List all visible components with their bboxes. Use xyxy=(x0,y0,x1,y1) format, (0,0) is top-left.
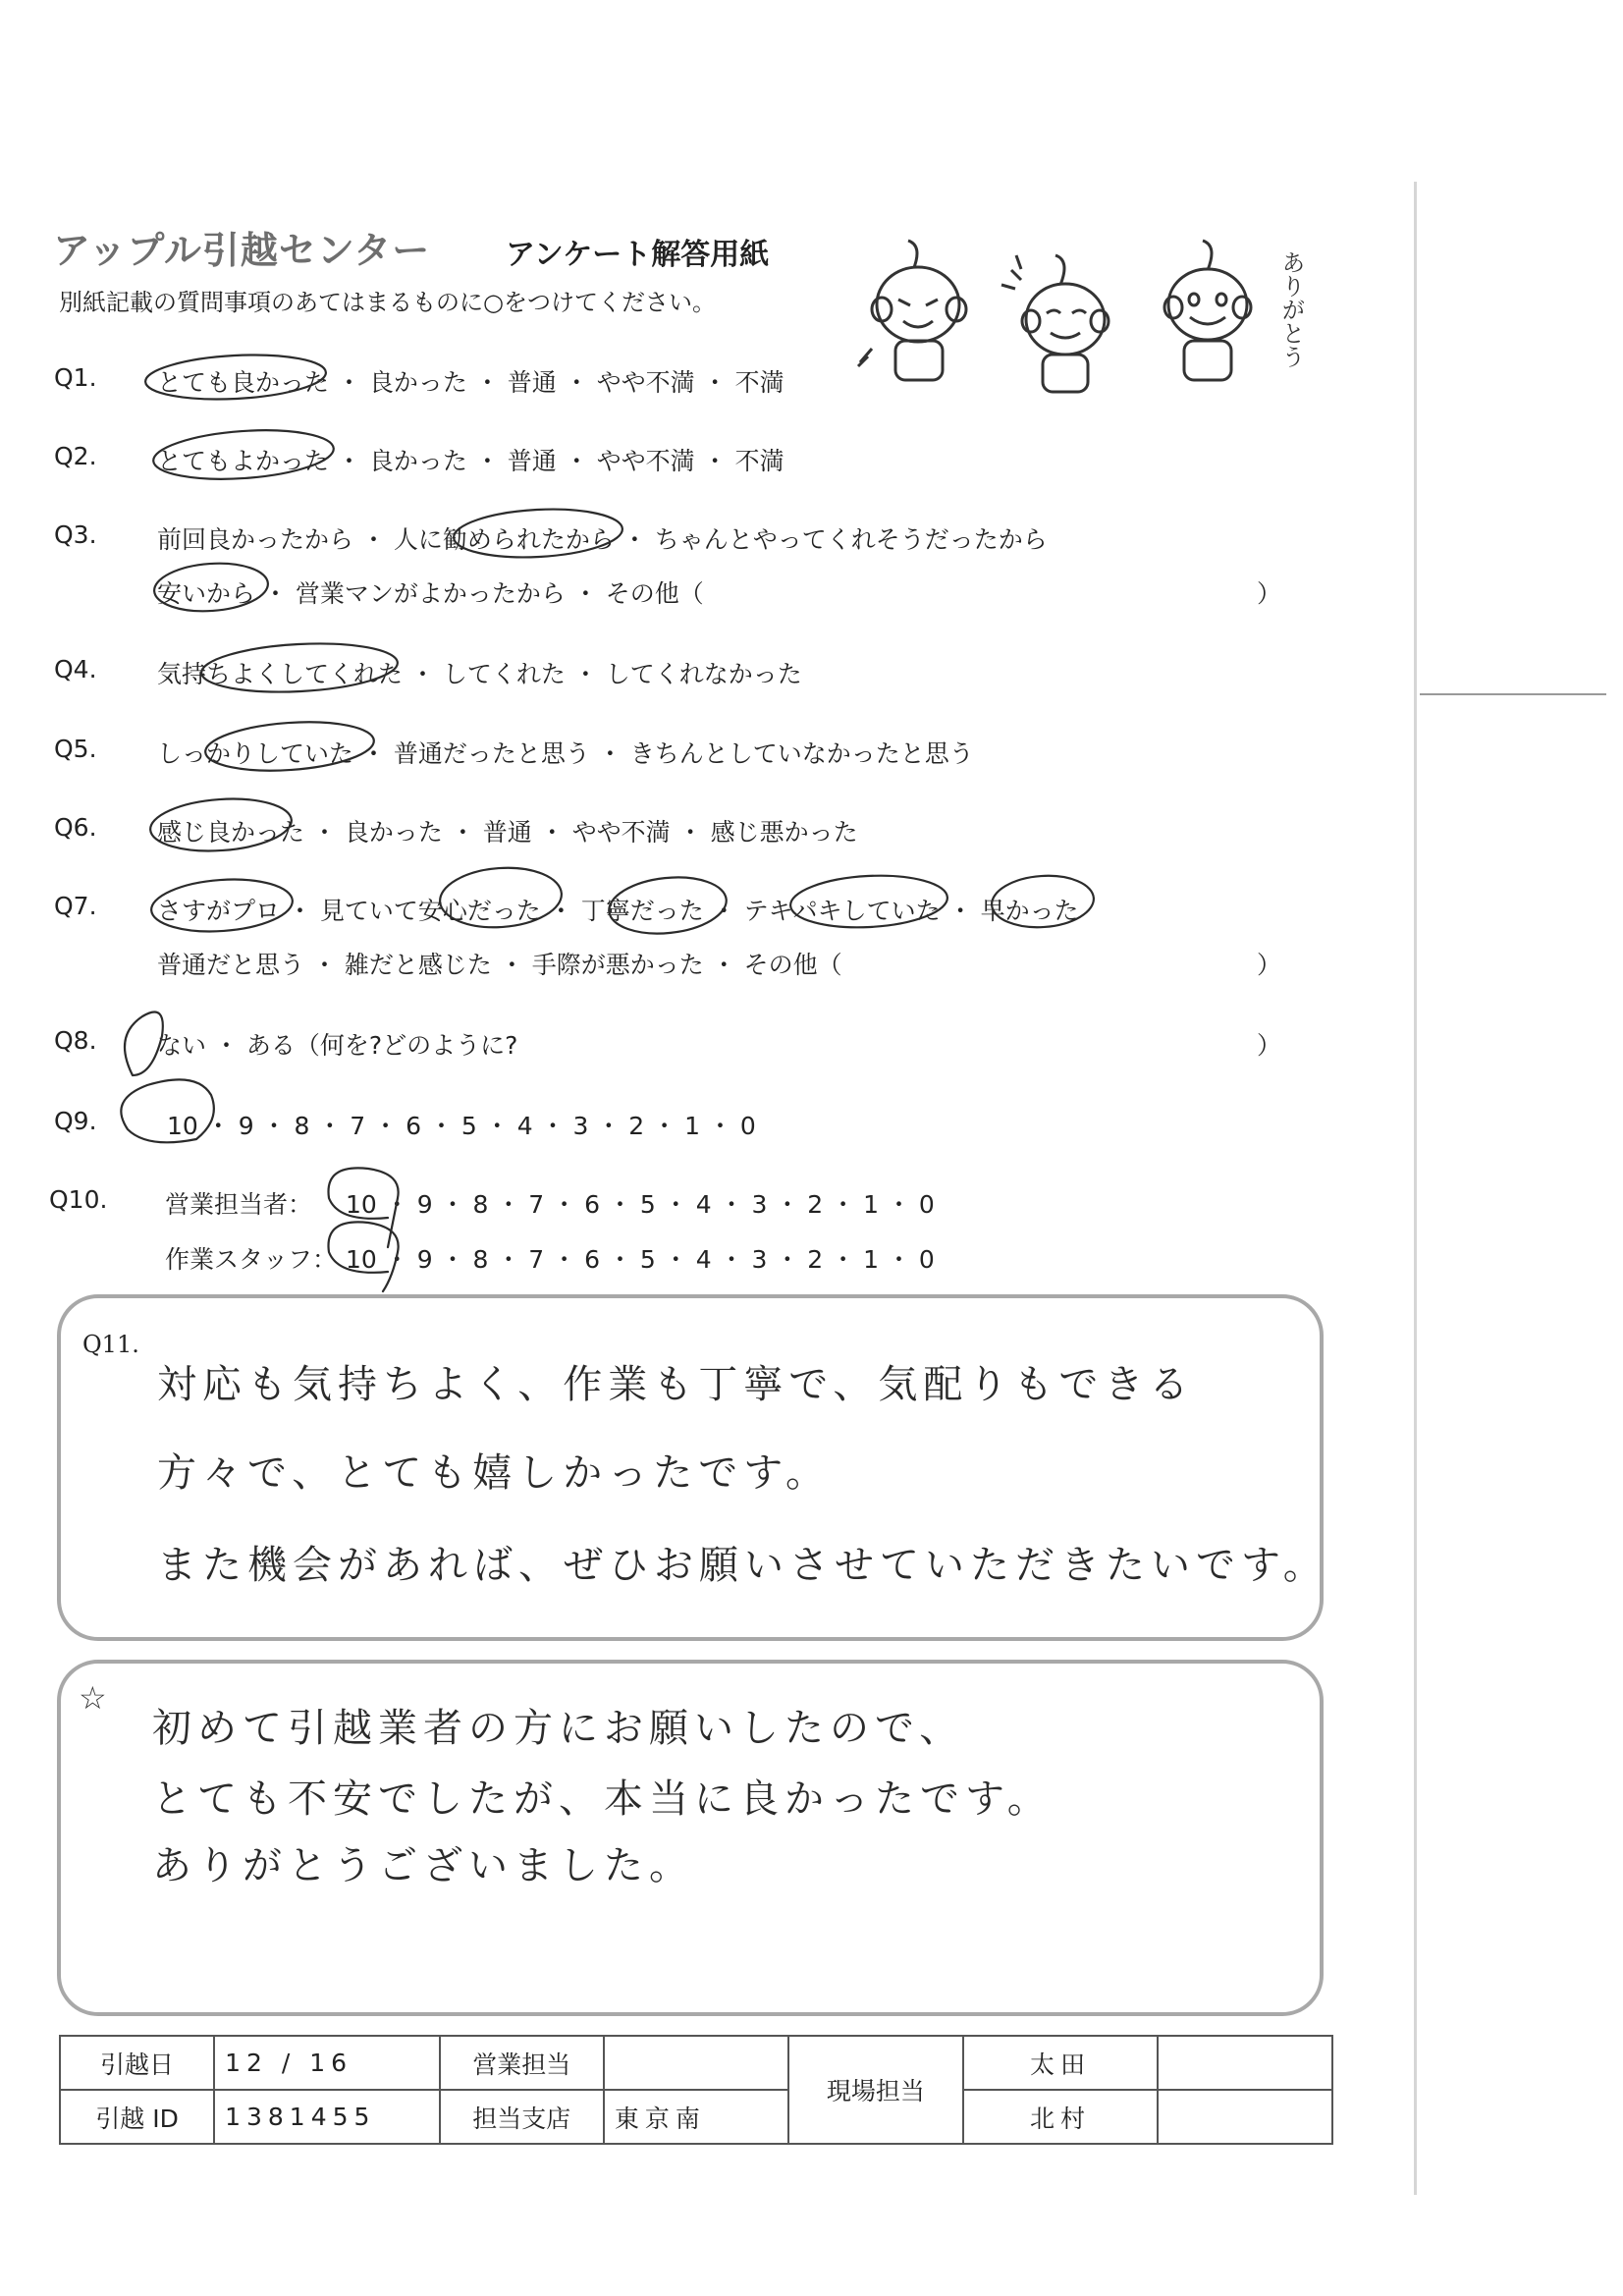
q7-options-line1: さすがプロ ・ 見ていて安心だった ・ 丁寧だった ・ テキパキしていた ・ 早かった xyxy=(157,897,1079,925)
sales-rep-value xyxy=(604,2036,788,2090)
q7-close-paren: ） xyxy=(1257,951,1282,979)
instruction-text: 別紙記載の質問事項のあてはまるものに○をつけてください。 xyxy=(59,289,716,316)
q10-sales-label: 営業担当者： xyxy=(165,1190,313,1219)
q4-number: Q4. xyxy=(54,655,97,683)
mascot-bowing-icon xyxy=(858,241,966,380)
q5-number: Q5. xyxy=(54,735,97,763)
move-date-value: 12 / 16 xyxy=(214,2036,439,2090)
q6-number: Q6. xyxy=(54,813,97,842)
q10-sales-scale: 10 ・ 9 ・ 8 ・ 7 ・ 6 ・ 5 ・ 4 ・ 3 ・ 2 ・ 1 ・ 0 xyxy=(346,1190,935,1219)
q8-options: ない ・ ある（何を?どのように? xyxy=(157,1031,518,1060)
site-staff-2: 北村 xyxy=(963,2090,1158,2144)
q11-comment-line-3: また機会があれば、ぜひお願いさせていただきたいです。 xyxy=(157,1543,1328,1588)
q10-number: Q10. xyxy=(49,1185,108,1214)
additional-comment-line-3: ありがとうございました。 xyxy=(152,1843,694,1888)
mascot-illustration xyxy=(854,231,1316,403)
additional-comment-line-2: とても不安でしたが、本当に良かったです。 xyxy=(152,1777,1053,1822)
q11-comment-line-2: 方々で、とても嬉しかったです。 xyxy=(157,1450,831,1496)
mascot-laughing-icon xyxy=(1001,255,1109,392)
q9-scale: 10 ・ 9 ・ 8 ・ 7 ・ 6 ・ 5 ・ 4 ・ 3 ・ 2 ・ 1 ・ 0 xyxy=(167,1112,756,1140)
q4-options: 気持ちよくしてくれた ・ してくれた ・ してくれなかった xyxy=(157,660,802,688)
q7-number: Q7. xyxy=(54,892,97,920)
q1-options: とても良かった ・ 良かった ・ 普通 ・ やや不満 ・ 不満 xyxy=(157,368,784,397)
q8-number: Q8. xyxy=(54,1026,97,1055)
blank-cell xyxy=(1158,2036,1332,2090)
q2-options: とてもよかった ・ 良かった ・ 普通 ・ やや不満 ・ 不満 xyxy=(157,447,784,475)
move-id-label: 引越 ID xyxy=(60,2090,214,2144)
illustration-caption: ありがとう xyxy=(1277,250,1305,368)
site-staff-label: 現場担当 xyxy=(788,2036,963,2144)
additional-comment-line-1: 初めて引越業者の方にお願いしたので、 xyxy=(152,1706,965,1751)
q11-comment-line-1: 対応も気持ちよく、作業も丁寧で、気配りもできる xyxy=(157,1362,1195,1407)
q11-label: Q11. xyxy=(82,1331,139,1358)
q3-close-paren: ） xyxy=(1257,579,1282,608)
branch-label: 担当支店 xyxy=(440,2090,604,2144)
branch-value: 東京南 xyxy=(604,2090,788,2144)
blank-cell xyxy=(1158,2090,1332,2144)
site-staff-1: 太田 xyxy=(963,2036,1158,2090)
q1-number: Q1. xyxy=(54,363,97,392)
move-id-value: 1381455 xyxy=(214,2090,439,2144)
star-icon: ☆ xyxy=(79,1679,107,1717)
q6-options: 感じ良かった ・ 良かった ・ 普通 ・ やや不満 ・ 感じ悪かった xyxy=(157,818,858,847)
company-name: アップル引越センター xyxy=(53,229,431,272)
move-date-label: 引越日 xyxy=(60,2036,214,2090)
mascot-smiling-icon xyxy=(1164,241,1251,380)
page-edge-mark xyxy=(1420,693,1606,695)
q10-staff-scale: 10 ・ 9 ・ 8 ・ 7 ・ 6 ・ 5 ・ 4 ・ 3 ・ 2 ・ 1 ・ 0 xyxy=(346,1245,935,1274)
q3-number: Q3. xyxy=(54,520,97,549)
q10-staff-label: 作業スタッフ： xyxy=(165,1245,338,1274)
q5-options: しっかりしていた ・ 普通だったと思う ・ きちんとしていなかったと思う xyxy=(157,739,974,768)
page-edge-line xyxy=(1414,182,1417,2195)
q3-options-line1: 前回良かったから ・ 人に勧められたから ・ ちゃんとやってくれそうだったから xyxy=(157,525,1048,554)
q9-number: Q9. xyxy=(54,1107,97,1135)
q8-close-paren: ） xyxy=(1257,1031,1282,1060)
q2-number: Q2. xyxy=(54,442,97,470)
q3-options-line2: 安いから ・ 営業マンがよかったから ・ その他（ xyxy=(157,579,704,608)
sales-rep-label: 営業担当 xyxy=(440,2036,604,2090)
form-title: アンケート解答用紙 xyxy=(506,238,770,272)
move-info-table xyxy=(59,2035,1333,2145)
q7-options-line2: 普通だと思う ・ 雑だと感じた ・ 手際が悪かった ・ その他（ xyxy=(157,951,842,979)
